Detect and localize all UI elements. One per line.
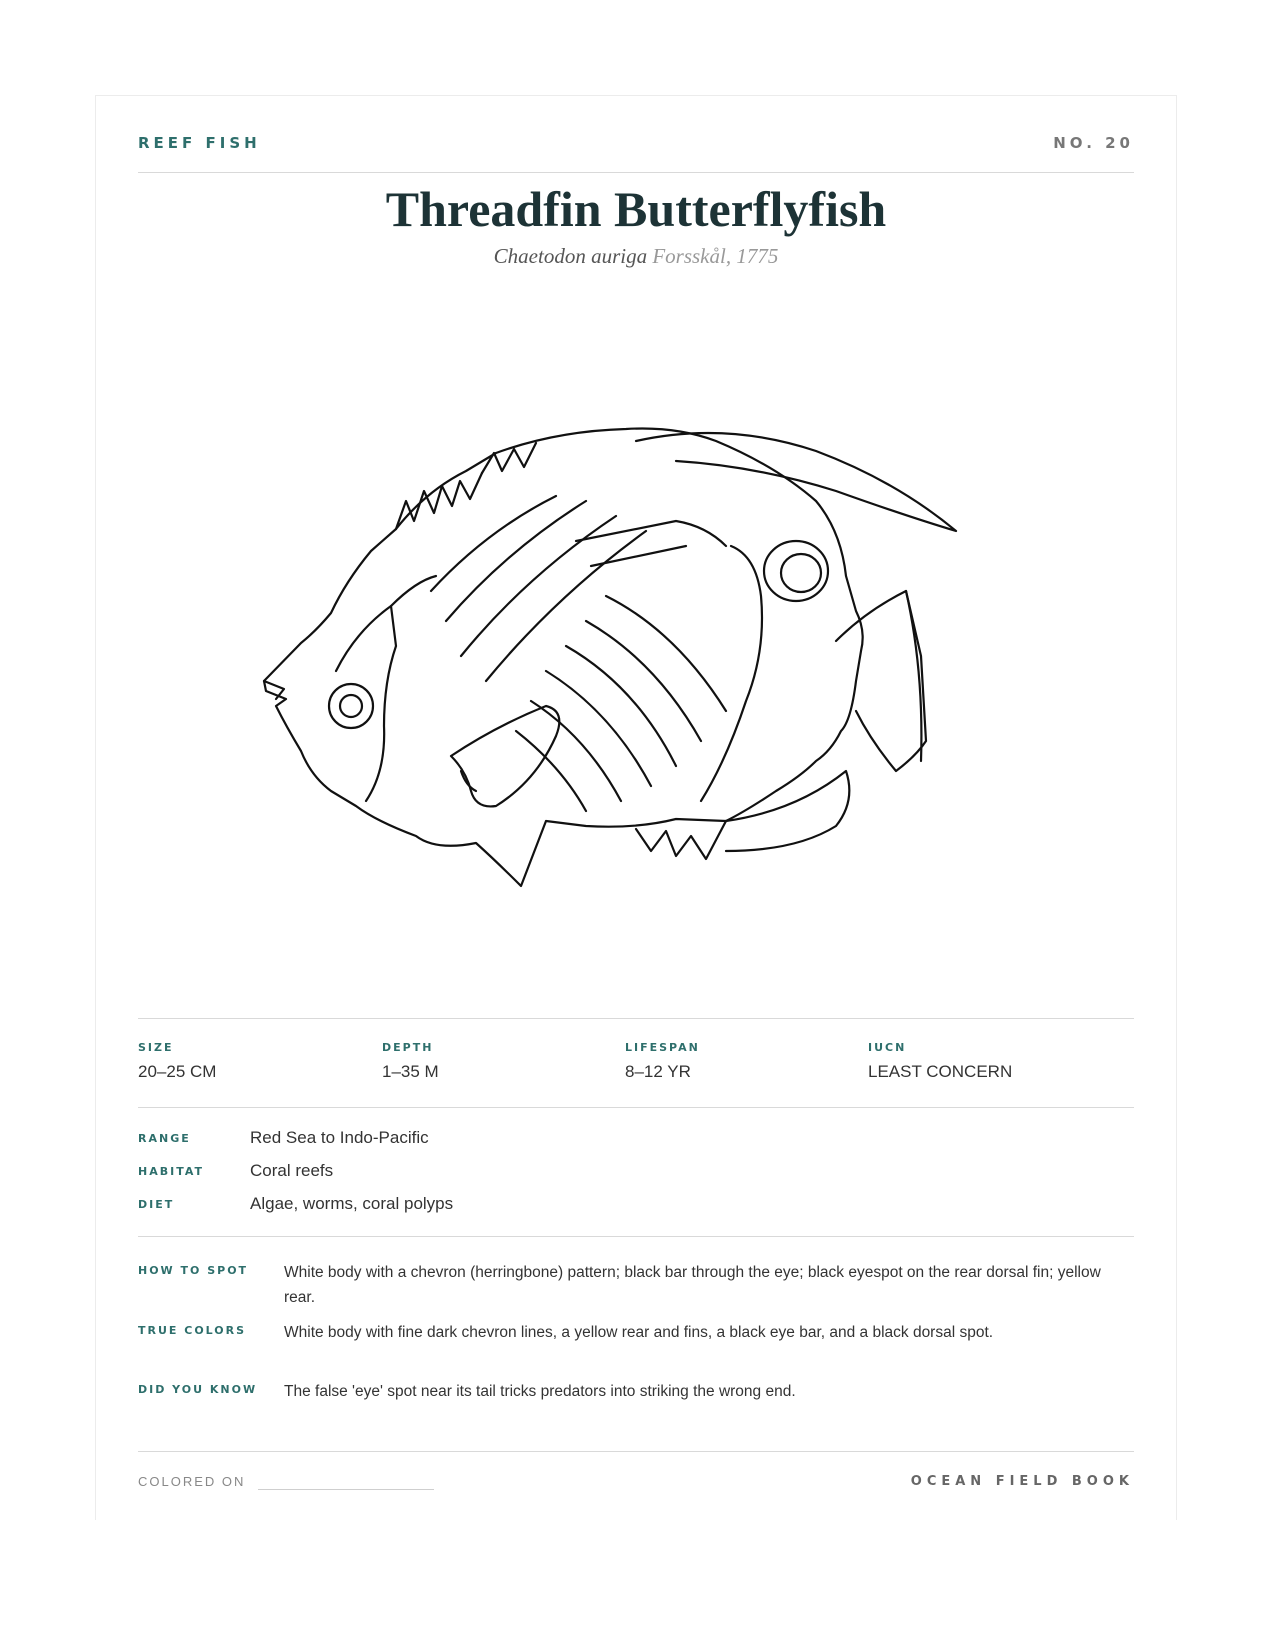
- fact-value: Coral reefs: [250, 1161, 334, 1180]
- note-label: TRUE COLORS: [138, 1324, 247, 1337]
- colored-on-line: [258, 1489, 434, 1490]
- scientific-name: [96, 244, 1176, 269]
- stat-lifespan: [625, 1041, 700, 1082]
- note-text: The false 'eye' spot near its tail tricks predators into striking the wrong end.: [284, 1383, 796, 1400]
- stat-value: LEAST CONCERN: [868, 1062, 1013, 1081]
- brand-label: OCEAN FIELD BOOK: [910, 1474, 1134, 1489]
- colored-on-label: COLORED ON: [138, 1474, 246, 1489]
- threadfin-butterflyfish-icon: [256, 381, 1016, 921]
- category-label: REEF FISH: [138, 134, 261, 152]
- stat-iucn: [868, 1041, 1012, 1082]
- note-text: White body with fine dark chevron lines, a yellow rear and fins, a black eye bar, and a black dorsal spot.: [284, 1324, 994, 1341]
- stat-label: LIFESPAN: [625, 1041, 700, 1054]
- field-card: [95, 95, 1177, 1520]
- stats-row: [138, 1018, 1134, 1108]
- fact-habitat: [138, 1161, 1134, 1187]
- stat-value: 1–35 M: [382, 1062, 439, 1081]
- fact-range: [138, 1128, 1134, 1154]
- fact-label: DIET: [138, 1198, 175, 1211]
- stat-label: DEPTH: [382, 1041, 434, 1054]
- fact-value: Algae, worms, coral polyps: [250, 1194, 454, 1213]
- stat-value: 20–25 CM: [138, 1062, 217, 1081]
- note-text: White body with a chevron (herringbone) pattern; black bar through the eye; black eyespot on the rear dorsal fin; yellow rear.: [284, 1264, 1101, 1306]
- note-label: HOW TO SPOT: [138, 1264, 249, 1277]
- fact-label: HABITAT: [138, 1165, 205, 1178]
- stat-value: 8–12 YR: [625, 1062, 691, 1081]
- facts-list: [138, 1106, 1134, 1237]
- fact-label: RANGE: [138, 1132, 191, 1145]
- card-number: NO. 20: [1053, 134, 1134, 152]
- species-authority: Forsskål, 1775: [652, 244, 779, 268]
- fact-diet: [138, 1194, 1134, 1220]
- species-name: Chaetodon auriga: [493, 244, 648, 268]
- card-header: [138, 134, 1134, 173]
- stat-depth: [382, 1041, 439, 1082]
- fact-value: Red Sea to Indo-Pacific: [250, 1128, 429, 1147]
- stat-label: IUCN: [868, 1041, 907, 1054]
- notes-list: [138, 1236, 1134, 1452]
- stat-label: SIZE: [138, 1041, 174, 1054]
- note-label: DID YOU KNOW: [138, 1383, 258, 1396]
- page-title: Threadfin Butterflyfish: [385, 181, 887, 237]
- stat-size: [138, 1041, 216, 1082]
